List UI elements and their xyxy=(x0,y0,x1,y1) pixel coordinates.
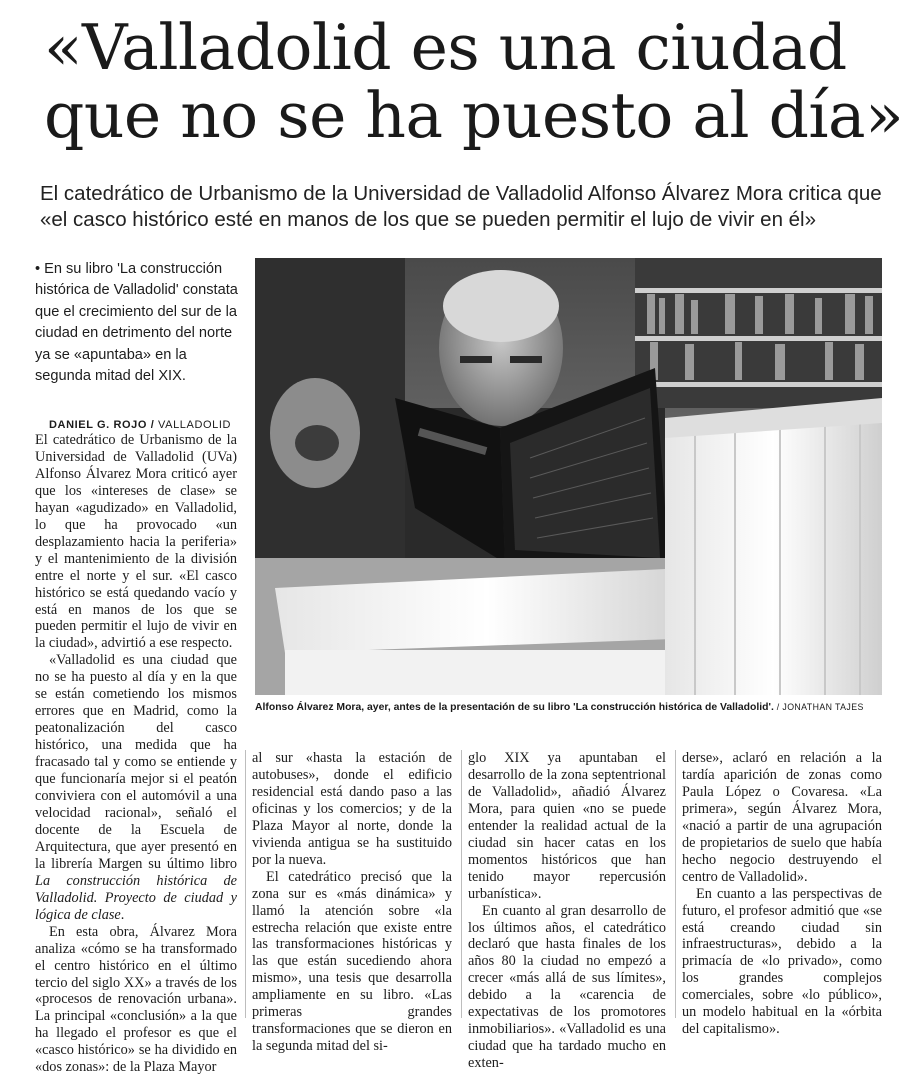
caption-text: Alfonso Álvarez Mora, ayer, antes de la presentación de su libro 'La construcción histórica de Valladolid'. xyxy=(255,702,774,713)
book-title: La construcción histórica de Valladolid. Proyecto de ciudad y lógica de clase xyxy=(35,872,237,923)
photo-illustration xyxy=(255,258,882,695)
byline-separator: / xyxy=(147,419,159,431)
paragraph: glo XIX ya apuntaban el desarrollo de la zona septentrional de Valladolid», añadió Álvarez Mora, para quien «no se puede entender la realidad actual de la ciudad sin hacer catas en los momentos históricos que han tenido mayor repercusión urbanística». xyxy=(468,750,666,902)
summary-box xyxy=(35,259,240,387)
paragraph: derse», aclaró en relación a la tardía aparición de zonas como Paula López o Covaresa. «La primera», según Álvarez Mora, «nació a partir de una agrupación de propietarios de suelo que había hecho negocio destruyendo el centro de Valladolid». xyxy=(682,750,882,885)
column-divider xyxy=(461,750,462,1018)
body-column-1 xyxy=(35,418,237,1076)
byline-author: DANIEL G. ROJO xyxy=(49,419,148,431)
summary-bullet: • xyxy=(35,261,41,277)
paragraph: En cuanto al gran desarrollo de los últimos años, el catedrático declaró que hasta finales de los años 80 la ciudad no empezó a crecer «más allá de sus límites», debido a la «carencia de expectativas de los promotores inmobiliarios». «Valladolid es una ciudad que ha tardado mucho en exten- xyxy=(468,902,666,1072)
column-divider xyxy=(675,750,676,1018)
summary-text: En su libro 'La construcción histórica de Valladolid' constata que el crecimiento del sur de la ciudad en detrimento del norte ya se «apuntaba» en la segunda mitad del XIX. xyxy=(35,261,238,385)
headline xyxy=(44,11,904,152)
paragraph-text: «Valladolid es una ciudad que no se ha puesto al día y en la que se están cometiendo los mismos errores que en Madrid, como la peatonalización del casco histórico, una medida que ha fracasado tal y como se entiende y que funcionaría mejor si el peatón conviviera con el automóvil a una velocidad racional», señaló el docente de la Escuela de Arquitectura, que ayer presentó en la librería Margen su último libro xyxy=(35,652,237,872)
paragraph-end: . xyxy=(120,906,125,923)
deck-subheading: El catedrático de Urbanismo de la Universidad de Valladolid Alfonso Álvarez Mora critica que «el casco histórico esté en manos de los que se pueden permitir el lujo de vivir en él» xyxy=(40,182,882,231)
headline-line-2: que no se ha puesto al día» xyxy=(44,79,904,152)
headline-line-1: «Valladolid es una ciudad xyxy=(44,11,847,84)
body-column-2 xyxy=(252,750,452,1055)
paragraph: En esta obra, Álvarez Mora analiza «cómo se ha transformado el centro histórico en el último tercio del siglo XX» a través de los «procesos de renovación urbana». La principal «conclusión» a la que ha llegado el profesor es que el «casco histórico» se ha dividido en «dos zonas»: de la Plaza Mayor xyxy=(35,923,237,1076)
paragraph: El catedrático de Urbanismo de la Universidad de Valladolid (UVa) Alfonso Álvarez Mora criticó ayer que los «intereses de clase» se hayan «agudizado» en Valladolid, lo que ha provocado «un desplazamiento hacia la periferia» y el mantenimiento de la división entre el norte y el sur. «El casco histórico se está quedando vacío y está en manos de los que se pueden permitir el lujo de vivir en la ciudad», advirtió a ese respecto. xyxy=(35,432,237,652)
article-photo xyxy=(255,258,882,695)
photo-credit: / JONATHAN TAJES xyxy=(773,702,864,712)
body-column-4 xyxy=(682,750,882,1038)
paragraph: al sur «hasta la estación de autobuses», donde el edificio residencial está dando paso a las oficinas y los comercios; y de la Plaza Mayor al norte, donde la vivienda antigua se ha sustituido por la nueva. xyxy=(252,750,452,868)
paragraph: El catedrático precisó que la zona sur es «más dinámica» y llamó la atención sobre «la estrecha relación que existe entre las transformaciones históricas y las que están sucediendo ahora mismo», una tesis que desarrolla ampliamente en su libro. «Las primeras grandes transformaciones que se dieron en la segunda mitad del si- xyxy=(252,868,452,1055)
byline-city: VALLADOLID xyxy=(158,419,232,431)
body-column-3 xyxy=(468,750,666,1072)
byline xyxy=(35,418,237,432)
paragraph xyxy=(35,652,237,923)
column-divider xyxy=(245,750,246,1018)
paragraph: En cuanto a las perspectivas de futuro, el profesor admitió que «se está creando ciudad sin infraestructuras», debido a la primacía de «lo privado», como los grandes complejos comerciales, sobre «lo público», un modelo habitual en la «órbita del capitalismo». xyxy=(682,885,882,1038)
bookshelf xyxy=(635,258,882,408)
photo-caption xyxy=(255,700,895,715)
